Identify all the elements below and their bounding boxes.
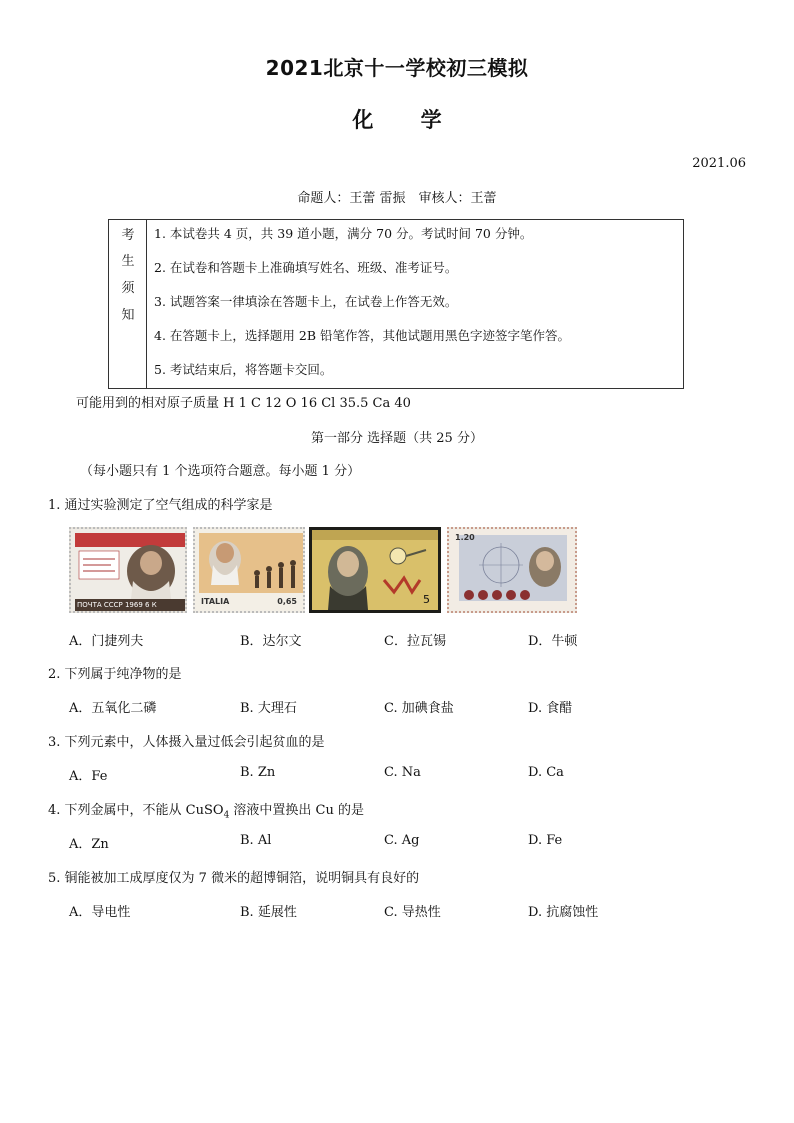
notice-label-column	[109, 220, 147, 388]
question-4-stem-end: 溶液中置换出 Cu 的是	[229, 803, 365, 818]
q5-option-d: D. 抗腐蚀性	[528, 905, 599, 920]
q5-option-b: B. 延展性	[240, 905, 297, 920]
q4-option-b: B. Al	[240, 833, 272, 848]
q1-option-b: B．达尔文	[240, 634, 302, 649]
authors-line: 命题人：王蕾 雷振 审核人：王蕾	[297, 191, 497, 206]
notice-label-char: 须	[121, 281, 135, 296]
q2-option-b: B. 大理石	[240, 701, 297, 716]
notice-label-char: 生	[121, 254, 135, 269]
candidate-notice-box	[108, 219, 684, 389]
exam-date: 2021.06	[692, 156, 746, 171]
part-one-title: 第一部分 选择题（共 25 分）	[311, 431, 483, 446]
notice-item: 3. 试题答案一律填涂在答题卡上，在试卷上作答无效。	[154, 294, 458, 309]
question-3-stem: 3. 下列元素中，人体摄入量过低会引起贫血的是	[48, 735, 325, 750]
darwin-stamp-image	[193, 527, 305, 613]
stamp-value: 0,65	[277, 597, 297, 606]
q3-option-c: C. Na	[384, 765, 421, 780]
q2-option-c: C. 加碘食盐	[384, 701, 454, 716]
lavoisier-stamp-image	[309, 527, 441, 613]
notice-label-char: 考	[121, 228, 135, 243]
q3-option-b: B. Zn	[240, 765, 276, 780]
subject-title: 化 学	[352, 108, 442, 132]
q4-option-c: C. Ag	[384, 833, 420, 848]
q5-option-c: C. 导热性	[384, 905, 441, 920]
exam-title: 2021北京十一学校初三模拟	[265, 56, 529, 80]
q5-option-a: A．导电性	[69, 905, 131, 920]
mendeleev-stamp-image	[69, 527, 187, 613]
q4-option-a: A．Zn	[69, 837, 109, 852]
notice-item: 4. 在答题卡上，选择题用 2B 铅笔作答，其他试题用黑色字迹签字笔作答。	[154, 328, 570, 343]
q1-option-c: C．拉瓦锡	[384, 634, 446, 649]
stamp-value: 1.20	[455, 533, 475, 542]
atomic-masses-line: 可能用到的相对原子质量 H 1 C 12 O 16 Cl 35.5 Ca 40	[76, 396, 411, 411]
sulfate-subscript: 4	[223, 810, 230, 821]
question-2-stem: 2. 下列属于纯净物的是	[48, 667, 182, 682]
question-4-stem	[48, 799, 364, 821]
question-4-stem-start: 4. 下列金属中，不能从 CuSO	[48, 803, 224, 818]
q3-option-d: D. Ca	[528, 765, 564, 780]
q1-option-d: D．牛顿	[528, 634, 578, 649]
notice-item: 1. 本试卷共 4 页，共 39 道小题，满分 70 分。考试时间 70 分钟。	[154, 226, 533, 241]
notice-item: 2. 在试卷和答题卡上准确填写姓名、班级、准考证号。	[154, 260, 458, 275]
newton-stamp-image	[447, 527, 577, 613]
question-5-stem: 5. 铜能被加工成厚度仅为 7 微米的超博铜箔，说明铜具有良好的	[48, 871, 420, 886]
part-one-instruction: （每小题只有 1 个选项符合题意。每小题 1 分）	[80, 464, 361, 479]
stamp-value: 5	[423, 593, 430, 606]
q3-option-a: A．Fe	[69, 769, 108, 784]
notice-label-char: 知	[121, 308, 135, 323]
q2-option-a: A．五氧化二磷	[69, 701, 157, 716]
q2-option-d: D. 食醋	[528, 701, 573, 716]
stamp-caption: ITALIA	[201, 597, 230, 606]
notice-item: 5. 考试结束后，将答题卡交回。	[154, 362, 333, 377]
q1-option-a: A．门捷列夫	[69, 634, 144, 649]
question-1-stem: 1. 通过实验测定了空气组成的科学家是	[48, 498, 273, 513]
stamp-caption: ПОЧТА СССР 1969 6 К	[77, 601, 157, 609]
q4-option-d: D. Fe	[528, 833, 563, 848]
